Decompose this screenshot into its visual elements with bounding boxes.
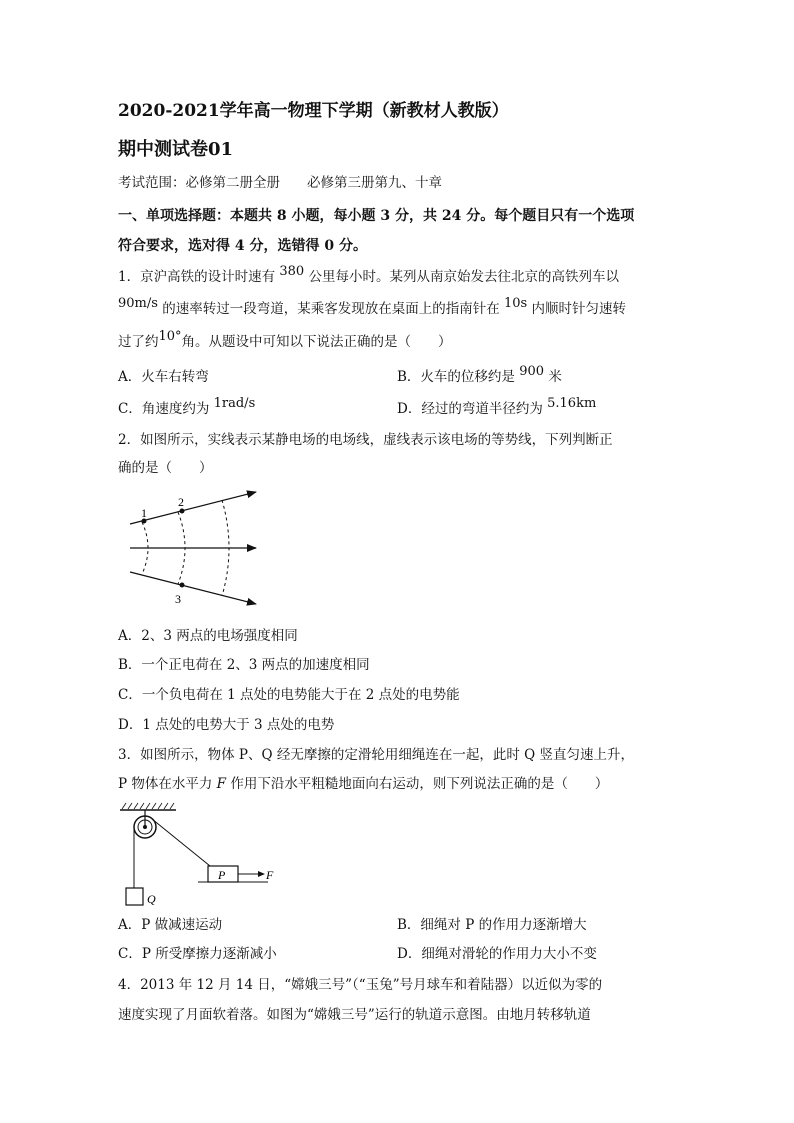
q1-option-a: A．火车右转弯 [118,369,209,385]
q1-option-d-value: 5.16km [547,396,597,411]
q1-speed-value: 380 [279,264,305,279]
q1-option-d-text: D．经过的弯道半径约为 [397,401,548,417]
q2-option-a: A．2、3 两点的电场强度相同 [118,628,298,644]
q1-text: 角。从题设中可知以下说法正确的是（ ） [181,334,452,350]
q2-option-b: B．一个正电荷在 2、3 两点的加速度相同 [118,657,370,673]
q1-text: 1．京沪高铁的设计时速有 [118,269,280,285]
q1-option-b-text: 米 [544,369,562,385]
q1-time-value: 10s [504,296,528,311]
q1-option-c [118,396,256,417]
point-3-label: 3 [175,592,181,606]
field-line-bottom [130,572,256,604]
q4-line2: 速度实现了月面软着落。如图为“嫦娥三号”运行的轨道示意图。由地月转移轨道 [118,1007,591,1023]
q1-line1 [118,264,620,285]
q1-text: 过了约 [118,334,159,350]
block-p-label: P [218,868,226,882]
q3-line1: 3．如图所示，物体 P、Q 经无摩擦的定滑轮用细绳连在一起，此时 Q 竖直匀速上升， [118,747,634,763]
point-3 [180,583,185,588]
q1-option-c-text: C．角速度约为 [118,401,214,417]
ceiling-hatch [122,803,174,809]
q4-line1: 4．2013 年 12 月 14 日，“嫦娥三号”（“玉兔”号月球车和着陆器）以近似为零的 [118,977,603,993]
q3-option-b: B．细绳对 P 的作用力逐渐增大 [397,917,587,933]
q1-option-c-value: 1rad/s [213,396,256,411]
section-instructions-line2: 符合要求，选对得 4 分，选错得 0 分。 [118,238,367,254]
q3-line2 [118,778,608,792]
paper-subtitle: 期中测试卷01 [118,139,234,160]
rope-to-p [152,819,210,866]
paper-title: 2020-2021学年高一物理下学期（新教材人教版） [118,101,509,121]
pulley-axle [143,825,147,829]
q3-text: P 物体在水平力 [118,776,217,792]
q1-text: 的速率转过一段弯道，某乘客发现放在桌面上的指南针在 [157,301,505,317]
pulley-diagram [118,800,288,915]
force-label: F [266,868,274,882]
field-line-top [130,492,256,524]
q1-option-b-text: B．火车的位移约是 [397,369,520,385]
q1-angle-value: 10° [158,329,182,344]
q2-option-d: D．1 点处的电势大于 3 点处的电势 [118,717,335,733]
q1-text: 内顺时针匀速转 [527,301,627,317]
q1-line3 [118,329,452,350]
point-2-label: 2 [178,495,184,509]
q2-line2: 确的是（ ） [118,460,213,476]
q1-option-d [397,396,597,417]
exam-scope: 考试范围：必修第二册全册 必修第三册第九、十章 [118,175,442,191]
q2-option-c: C．一个负电荷在 1 点处的电势能大于在 2 点处的电势能 [118,687,460,703]
q1-line2 [118,296,627,317]
q1-text: 公里每小时。某列从南京始发去往北京的高铁列车以 [304,269,620,285]
q3-text: 作用下沿水平粗糙地面向右运动，则下列说法正确的是（ ） [226,776,609,792]
block-q [126,888,143,905]
q1-option-b [397,364,562,385]
q3-option-c: C．P 所受摩擦力逐渐减小 [118,946,277,962]
q1-option-b-value: 900 [519,364,545,379]
q2-line1: 2．如图所示，实线表示某静电场的电场线，虚线表示该电场的等势线，下列判断正 [118,432,613,448]
point-2 [180,509,185,514]
electric-field-diagram [120,484,270,614]
q3-force-symbol: F [216,776,227,792]
section-instructions-line1: 一、单项选择题：本题共 8 小题，每小题 3 分，共 24 分。每个题目只有一个选项 [118,208,635,224]
q3-option-d: D．细绳对滑轮的作用力大小不变 [397,946,597,962]
q3-option-a: A．P 做减速运动 [118,917,223,933]
point-1-label: 1 [141,506,147,520]
force-arrow-head [258,871,265,877]
block-q-label: Q [147,892,156,906]
q1-rate-value: 90m/s [118,296,158,311]
